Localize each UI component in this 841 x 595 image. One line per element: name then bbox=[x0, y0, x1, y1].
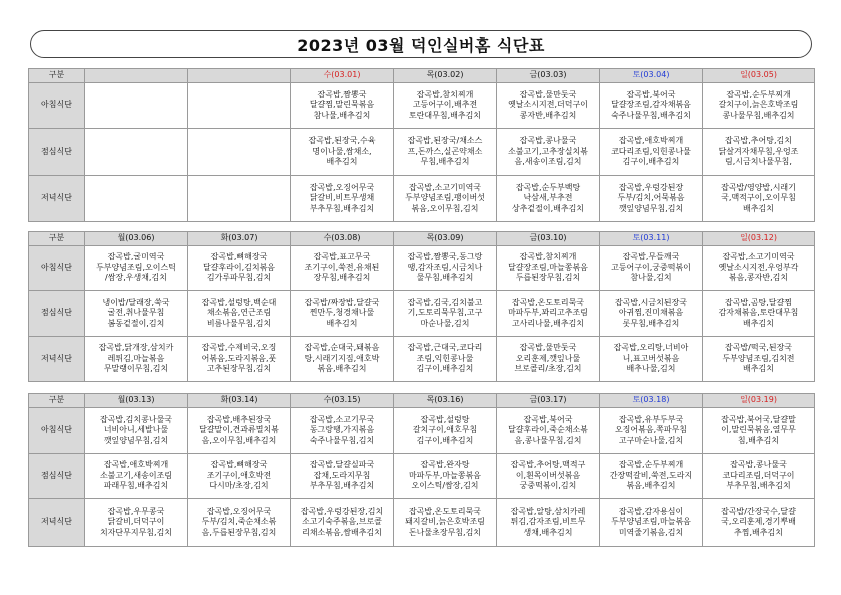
meal-cell: 잡곡밥,순두부찌개 간장떡갈비,쑥전,도라지 볶음,배추김치 bbox=[600, 454, 703, 499]
meal-cell: 잡곡밥,알탕,삼치카레 튀김,감자조림,비트무 생채,배추김치 bbox=[497, 499, 600, 547]
day-header bbox=[85, 69, 188, 83]
meal-cell: 잡곡밥,콩나물국 코다리조림,더덕구이 부추무침,배추김치 bbox=[703, 454, 815, 499]
meal-cell: 잡곡밥,오징어무국 두부/김치,죽순채소볶 음,두릅된장무침,김치 bbox=[188, 499, 291, 547]
meal-cell: 잡곡밥/떡국,된장국 두부양념조림,김치전 배추김치 bbox=[703, 337, 815, 382]
meal-cell: 잡곡밥,설렁탕,백순대 채소볶음,연근조림 비름나물무침,김치 bbox=[188, 291, 291, 337]
meal-cell: 잡곡밥,굴미역국 두부양념조림,오이스틱 /쌈장,우생채,김치 bbox=[85, 246, 188, 291]
meal-cell: 잡곡밥,표고무국 조기구이,쑥전,유채된 장무침,배추김치 bbox=[291, 246, 394, 291]
meal-cell: 잡곡밥,참치찌개 고등어구이,배추전 토란대무침,배추김치 bbox=[394, 83, 497, 129]
meal-cell: 잡곡밥,북어국,달걀말 이,말린묵볶음,열무무 침,배추김치 bbox=[703, 408, 815, 454]
meal-cell: 잡곡밥,추어탕,김치 닭살겨자채무침,우엉조 림,시금치나물무침, bbox=[703, 129, 815, 176]
meal-cell: 잡곡밥,참치찌개 달걀장조림,마늘쫑볶음 두릅된장무침,김치 bbox=[497, 246, 600, 291]
meal-cell: 잡곡밥,물만둣국 옛날소시지전,더덕구이 콩자반,배추김치 bbox=[497, 83, 600, 129]
meal-cell bbox=[85, 176, 188, 222]
meal-cell: 잡곡밥,우렁강된장,김치 소고기숙주볶음,브로콜 리채소볶음,쌈배추김치 bbox=[291, 499, 394, 547]
meal-cell: 잡곡밥,북어국 달걀후라이,죽순채소볶 음,콩나물무침,김치 bbox=[497, 408, 600, 454]
meal-row-label: 점심식단 bbox=[29, 454, 85, 499]
meal-cell bbox=[188, 129, 291, 176]
day-header: 토(03.18) bbox=[600, 394, 703, 408]
day-header: 금(03.17) bbox=[497, 394, 600, 408]
day-header: 수(03.08) bbox=[291, 232, 394, 246]
header-corner-label: 구분 bbox=[29, 232, 85, 246]
meal-cell: 잡곡밥,달걀실파국 잡채,도라지무침 부추무침,배추김치 bbox=[291, 454, 394, 499]
week-table-3 bbox=[28, 393, 815, 547]
meal-cell: 잡곡밥,순두부백탕 낙삼새,부추전 상추겉절이,배추김치 bbox=[497, 176, 600, 222]
day-header: 수(03.01) bbox=[291, 69, 394, 83]
day-header: 토(03.11) bbox=[600, 232, 703, 246]
day-header: 금(03.03) bbox=[497, 69, 600, 83]
header-corner-label: 구분 bbox=[29, 69, 85, 83]
day-header: 일(03.12) bbox=[703, 232, 815, 246]
meal-cell: 잡곡밥,추어탕,맥적구 이,흰목이버섯볶음 궁중떡볶이,김치 bbox=[497, 454, 600, 499]
meal-cell: 잡곡밥,온도토리묵국 돼지갈비,늙은호박조림 돈나물초장무침,김치 bbox=[394, 499, 497, 547]
page-title: 2023년 03월 덕인실버홈 식단표 bbox=[297, 35, 545, 55]
meal-cell: 잡곡밥,뼈해장국 달걀후라이,김치볶음 김가루파무침,김치 bbox=[188, 246, 291, 291]
day-header bbox=[188, 69, 291, 83]
meal-cell bbox=[85, 83, 188, 129]
meal-cell: 잡곡밥,설렁탕 갈치구이,애호무침 김구이,배추김치 bbox=[394, 408, 497, 454]
day-header: 금(03.10) bbox=[497, 232, 600, 246]
day-header: 월(03.06) bbox=[85, 232, 188, 246]
meal-cell: 잡곡밥,무들깨국 고등어구이,궁중떡볶이 참나물,김치 bbox=[600, 246, 703, 291]
meal-row-label: 아침식단 bbox=[29, 408, 85, 454]
meal-cell: 잡곡밥/영양밥,시래기 국,맥적구이,오이무침 배추김치 bbox=[703, 176, 815, 222]
meal-cell: 잡곡밥,닭개장,삼치카 레튀김,마늘볶음 무말랭이무침,김치 bbox=[85, 337, 188, 382]
meal-cell: 잡곡밥,애호박찌개 코다리조림,익힌콩나물 김구이,배추김치 bbox=[600, 129, 703, 176]
meal-cell: 잡곡밥/간장국수,달걀 국,오리훈제,경기뿌배 추찜,배추김치 bbox=[703, 499, 815, 547]
day-header: 목(03.16) bbox=[394, 394, 497, 408]
meal-cell: 잡곡밥,감자용심이 두부양념조림,마늘볶음 미역줄기볶음,김치 bbox=[600, 499, 703, 547]
meal-cell: 잡곡밥,북어국 달걀장조림,감자채볶음 숙주나물무침,배추김치 bbox=[600, 83, 703, 129]
meal-cell: 잡곡밥,된장국/채소스 프,돈까스,실곤약채소 무침,배추김치 bbox=[394, 129, 497, 176]
meal-cell: 잡곡밥,우렁강된장 두부/김치,어묵볶음 깻잎양념무침,김치 bbox=[600, 176, 703, 222]
meal-cell: 잡곡밥,짬뽕국 달걀찜,말린묵볶음 참나물,배추김치 bbox=[291, 83, 394, 129]
meal-cell: 잡곡밥,뼈해장국 조기구이,애호박전 다시마/초장,김치 bbox=[188, 454, 291, 499]
day-header: 월(03.13) bbox=[85, 394, 188, 408]
meal-cell: 냉이밥/달래장,쑥국 굴전,취나물무침 봄동겉절이,김치 bbox=[85, 291, 188, 337]
meal-cell: 잡곡밥,물만둣국 오리훈제,깻잎나물 브로콜리/초장,김치 bbox=[497, 337, 600, 382]
meal-row-label: 저녁식단 bbox=[29, 499, 85, 547]
meal-cell: 잡곡밥,콩나물국 소불고기,고추장실치볶 음,새송이조림,김치 bbox=[497, 129, 600, 176]
meal-row-label: 점심식단 bbox=[29, 291, 85, 337]
meal-cell: 잡곡밥,김국,김치불고 기,도토리묵무침,고구 마순나물,김치 bbox=[394, 291, 497, 337]
meal-cell: 잡곡밥,김치콩나물국 너비아니,세발나물 깻잎양념무침,김치 bbox=[85, 408, 188, 454]
meal-cell bbox=[188, 176, 291, 222]
meal-cell bbox=[85, 129, 188, 176]
meal-cell: 잡곡밥,된장국,수육 명이나물,쌈채소, 배추김치 bbox=[291, 129, 394, 176]
week-table-2 bbox=[28, 231, 815, 382]
day-header: 일(03.19) bbox=[703, 394, 815, 408]
week-table-1 bbox=[28, 68, 815, 222]
day-header: 화(03.14) bbox=[188, 394, 291, 408]
meal-cell: 잡곡밥,배추된장국 달걀말이,견과류멸치볶 음,오이무침,배추김치 bbox=[188, 408, 291, 454]
meal-cell: 잡곡밥,근대국,코다리 조림,익힌콩나물 김구이,배추김치 bbox=[394, 337, 497, 382]
meal-cell: 잡곡밥,소고기무국 동그랑땡,가지볶음 숙주나물무침,김치 bbox=[291, 408, 394, 454]
day-header: 일(03.05) bbox=[703, 69, 815, 83]
meal-cell: 잡곡밥,순두부찌개 갈치구이,늙은호박조림 콩나물무침,배추김치 bbox=[703, 83, 815, 129]
meal-cell: 잡곡밥,온도토리묵국 마파두부,꽈리고추조림 고사리나물,배추김치 bbox=[497, 291, 600, 337]
meal-cell: 잡곡밥,애호박찌개 소불고기,새송이조림 파래무침,배추김치 bbox=[85, 454, 188, 499]
meal-cell: 잡곡밥,우무콩국 닭갈비,더덕구이 치자단무지무침,김치 bbox=[85, 499, 188, 547]
meal-cell: 잡곡밥,소고기미역국 두부양념조림,팽이버섯 볶음,오이무침,김치 bbox=[394, 176, 497, 222]
title-banner bbox=[30, 30, 812, 58]
meal-cell: 잡곡밥,짬뽕국,동그랑 땡,감자조림,시금치나 물무침,배추김치 bbox=[394, 246, 497, 291]
meal-cell: 잡곡밥,수제비국,오징 어볶음,도라지볶음,풋 고추된장무침,김치 bbox=[188, 337, 291, 382]
day-header: 수(03.15) bbox=[291, 394, 394, 408]
meal-row-label: 아침식단 bbox=[29, 83, 85, 129]
meal-cell: 잡곡밥,소고기미역국 옛날소시지전,우엉부각 볶음,콩자반,김치 bbox=[703, 246, 815, 291]
meal-cell bbox=[188, 83, 291, 129]
meal-cell: 잡곡밥,오리탕,너비아 니,표고버섯볶음 배추나물,김치 bbox=[600, 337, 703, 382]
day-header: 화(03.07) bbox=[188, 232, 291, 246]
meal-cell: 잡곡밥/짜장밥,달걀국 찐만두,청경채나물 배추김치 bbox=[291, 291, 394, 337]
meal-cell: 잡곡밥,곰탕,달걀찜 감자채볶음,토란대무침 배추김치 bbox=[703, 291, 815, 337]
meal-row-label: 저녁식단 bbox=[29, 176, 85, 222]
meal-cell: 잡곡밥,시금치된장국 아귀찜,진미채볶음 롯무침,배추김치 bbox=[600, 291, 703, 337]
meal-row-label: 점심식단 bbox=[29, 129, 85, 176]
meal-row-label: 아침식단 bbox=[29, 246, 85, 291]
day-header: 목(03.09) bbox=[394, 232, 497, 246]
meal-row-label: 저녁식단 bbox=[29, 337, 85, 382]
meal-cell: 잡곡밥,유부두부국 오징어볶음,쪽파무침 고구마순나물,김치 bbox=[600, 408, 703, 454]
meal-cell: 잡곡밥,완자탕 마파두부,마늘쫑볶음 오이스틱/쌈장,김치 bbox=[394, 454, 497, 499]
header-corner-label: 구분 bbox=[29, 394, 85, 408]
meal-cell: 잡곡밥,순대국,돼볶음 탕,시래기지짐,애호박 볶음,배추김치 bbox=[291, 337, 394, 382]
day-header: 목(03.02) bbox=[394, 69, 497, 83]
day-header: 토(03.04) bbox=[600, 69, 703, 83]
meal-cell: 잡곡밥,오징어무국 닭갈비,비트무생채 부추무침,배추김치 bbox=[291, 176, 394, 222]
